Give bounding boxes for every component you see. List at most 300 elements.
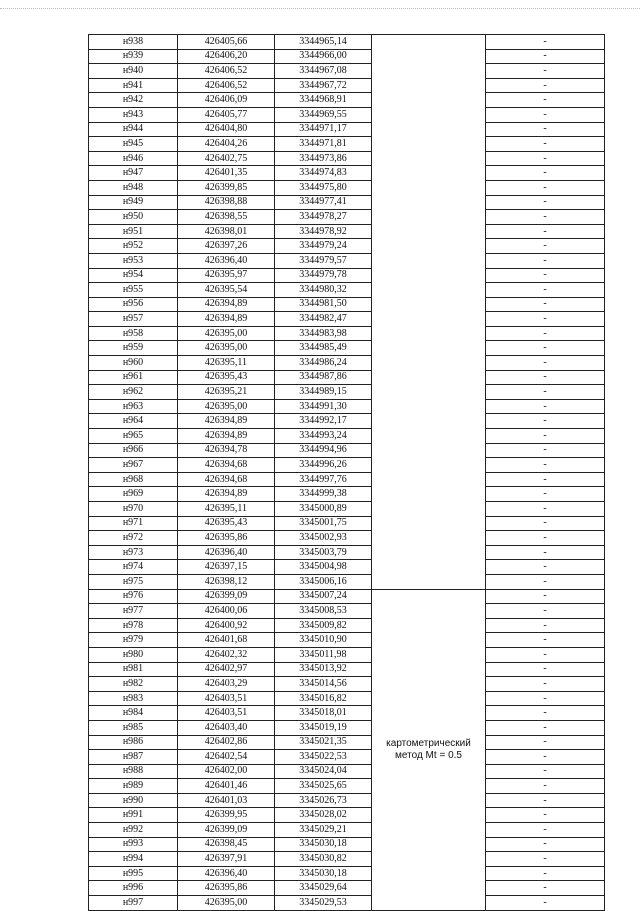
table-row <box>89 49 605 64</box>
x-coordinate-cell: 426396,40 <box>178 866 275 881</box>
accuracy-cell: - <box>486 574 605 589</box>
accuracy-cell: - <box>486 458 605 473</box>
point-id-cell: н963 <box>89 399 178 414</box>
point-id-cell: н939 <box>89 49 178 64</box>
y-coordinate-cell: 3344997,76 <box>275 472 372 487</box>
accuracy-cell: - <box>486 662 605 677</box>
x-coordinate-cell: 426405,77 <box>178 107 275 122</box>
x-coordinate-cell: 426402,32 <box>178 647 275 662</box>
y-coordinate-cell: 3344992,17 <box>275 414 372 429</box>
point-id-cell: н943 <box>89 107 178 122</box>
x-coordinate-cell: 426406,52 <box>178 78 275 93</box>
table-row <box>89 399 605 414</box>
accuracy-cell: - <box>486 808 605 823</box>
y-coordinate-cell: 3344975,80 <box>275 180 372 195</box>
y-coordinate-cell: 3345016,82 <box>275 691 372 706</box>
point-id-cell: н974 <box>89 560 178 575</box>
y-coordinate-cell: 3345006,16 <box>275 574 372 589</box>
y-coordinate-cell: 3344974,83 <box>275 166 372 181</box>
accuracy-cell: - <box>486 224 605 239</box>
point-id-cell: н942 <box>89 93 178 108</box>
y-coordinate-cell: 3345019,19 <box>275 720 372 735</box>
y-coordinate-cell: 3345000,89 <box>275 502 372 517</box>
y-coordinate-cell: 3344977,41 <box>275 195 372 210</box>
table-row <box>89 677 605 692</box>
point-id-cell: н978 <box>89 618 178 633</box>
accuracy-cell: - <box>486 443 605 458</box>
y-coordinate-cell: 3344978,92 <box>275 224 372 239</box>
y-coordinate-cell: 3345030,82 <box>275 852 372 867</box>
x-coordinate-cell: 426394,89 <box>178 312 275 327</box>
table-row <box>89 107 605 122</box>
y-coordinate-cell: 3344979,78 <box>275 268 372 283</box>
x-coordinate-cell: 426394,89 <box>178 429 275 444</box>
x-coordinate-cell: 426399,95 <box>178 808 275 823</box>
accuracy-cell: - <box>486 166 605 181</box>
x-coordinate-cell: 426397,91 <box>178 852 275 867</box>
y-coordinate-cell: 3344991,30 <box>275 399 372 414</box>
table-row <box>89 195 605 210</box>
x-coordinate-cell: 426401,68 <box>178 633 275 648</box>
accuracy-cell: - <box>486 35 605 50</box>
point-id-cell: н948 <box>89 180 178 195</box>
point-id-cell: н964 <box>89 414 178 429</box>
table-row <box>89 151 605 166</box>
point-id-cell: н989 <box>89 779 178 794</box>
x-coordinate-cell: 426398,88 <box>178 195 275 210</box>
table-row <box>89 516 605 531</box>
point-id-cell: н938 <box>89 35 178 50</box>
y-coordinate-cell: 3345022,53 <box>275 750 372 765</box>
table-row <box>89 385 605 400</box>
point-id-cell: н944 <box>89 122 178 137</box>
y-coordinate-cell: 3345011,98 <box>275 647 372 662</box>
x-coordinate-cell: 426395,00 <box>178 341 275 356</box>
point-id-cell: н956 <box>89 297 178 312</box>
y-coordinate-cell: 3345009,82 <box>275 618 372 633</box>
x-coordinate-cell: 426395,11 <box>178 502 275 517</box>
accuracy-cell: - <box>486 297 605 312</box>
table-row <box>89 224 605 239</box>
table-row <box>89 560 605 575</box>
point-id-cell: н983 <box>89 691 178 706</box>
y-coordinate-cell: 3345029,21 <box>275 823 372 838</box>
y-coordinate-cell: 3345010,90 <box>275 633 372 648</box>
accuracy-cell: - <box>486 502 605 517</box>
point-id-cell: н994 <box>89 852 178 867</box>
x-coordinate-cell: 426395,00 <box>178 896 275 911</box>
y-coordinate-cell: 3345004,98 <box>275 560 372 575</box>
accuracy-cell: - <box>486 370 605 385</box>
x-coordinate-cell: 426404,80 <box>178 122 275 137</box>
point-id-cell: н990 <box>89 793 178 808</box>
accuracy-cell: - <box>486 399 605 414</box>
accuracy-cell: - <box>486 210 605 225</box>
point-id-cell: н977 <box>89 604 178 619</box>
table-row <box>89 429 605 444</box>
x-coordinate-cell: 426403,29 <box>178 677 275 692</box>
table-row <box>89 823 605 838</box>
x-coordinate-cell: 426395,43 <box>178 516 275 531</box>
table-row <box>89 64 605 79</box>
point-id-cell: н973 <box>89 545 178 560</box>
y-coordinate-cell: 3345013,92 <box>275 662 372 677</box>
accuracy-cell: - <box>486 283 605 298</box>
y-coordinate-cell: 3345002,93 <box>275 531 372 546</box>
accuracy-cell: - <box>486 414 605 429</box>
y-coordinate-cell: 3344979,24 <box>275 239 372 254</box>
y-coordinate-cell: 3345025,65 <box>275 779 372 794</box>
point-id-cell: н953 <box>89 253 178 268</box>
y-coordinate-cell: 3344986,24 <box>275 356 372 371</box>
point-id-cell: н940 <box>89 64 178 79</box>
y-coordinate-cell: 3344979,57 <box>275 253 372 268</box>
y-coordinate-cell: 3344989,15 <box>275 385 372 400</box>
table-row <box>89 326 605 341</box>
table-row <box>89 458 605 473</box>
accuracy-cell: - <box>486 487 605 502</box>
x-coordinate-cell: 426394,89 <box>178 414 275 429</box>
point-id-cell: н952 <box>89 239 178 254</box>
x-coordinate-cell: 426404,26 <box>178 137 275 152</box>
x-coordinate-cell: 426397,26 <box>178 239 275 254</box>
point-id-cell: н967 <box>89 458 178 473</box>
x-coordinate-cell: 426396,40 <box>178 545 275 560</box>
accuracy-cell: - <box>486 312 605 327</box>
point-id-cell: н976 <box>89 589 178 604</box>
table-row <box>89 297 605 312</box>
point-id-cell: н992 <box>89 823 178 838</box>
accuracy-cell: - <box>486 735 605 750</box>
y-coordinate-cell: 3344994,96 <box>275 443 372 458</box>
table-row <box>89 370 605 385</box>
accuracy-cell: - <box>486 881 605 896</box>
table-row <box>89 866 605 881</box>
y-coordinate-cell: 3344978,27 <box>275 210 372 225</box>
x-coordinate-cell: 426406,20 <box>178 49 275 64</box>
y-coordinate-cell: 3345008,53 <box>275 604 372 619</box>
accuracy-cell: - <box>486 618 605 633</box>
x-coordinate-cell: 426406,52 <box>178 64 275 79</box>
accuracy-cell: - <box>486 837 605 852</box>
y-coordinate-cell: 3344967,08 <box>275 64 372 79</box>
point-id-cell: н960 <box>89 356 178 371</box>
accuracy-cell: - <box>486 253 605 268</box>
accuracy-cell: - <box>486 356 605 371</box>
point-id-cell: н984 <box>89 706 178 721</box>
x-coordinate-cell: 426401,03 <box>178 793 275 808</box>
y-coordinate-cell: 3345028,02 <box>275 808 372 823</box>
accuracy-cell: - <box>486 49 605 64</box>
table-row <box>89 78 605 93</box>
y-coordinate-cell: 3344993,24 <box>275 429 372 444</box>
x-coordinate-cell: 426394,89 <box>178 487 275 502</box>
y-coordinate-cell: 3345024,04 <box>275 764 372 779</box>
table-row <box>89 852 605 867</box>
table-row <box>89 633 605 648</box>
x-coordinate-cell: 426400,06 <box>178 604 275 619</box>
accuracy-cell: - <box>486 516 605 531</box>
table-row <box>89 35 605 50</box>
x-coordinate-cell: 426395,00 <box>178 399 275 414</box>
point-id-cell: н986 <box>89 735 178 750</box>
table-row <box>89 793 605 808</box>
table-row <box>89 414 605 429</box>
point-id-cell: н982 <box>89 677 178 692</box>
table-row <box>89 502 605 517</box>
accuracy-cell: - <box>486 531 605 546</box>
accuracy-cell: - <box>486 720 605 735</box>
y-coordinate-cell: 3345026,73 <box>275 793 372 808</box>
point-id-cell: н968 <box>89 472 178 487</box>
table-row <box>89 896 605 911</box>
table-row <box>89 341 605 356</box>
accuracy-cell: - <box>486 93 605 108</box>
table-row <box>89 472 605 487</box>
x-coordinate-cell: 426395,54 <box>178 283 275 298</box>
table-row <box>89 706 605 721</box>
accuracy-cell: - <box>486 750 605 765</box>
point-id-cell: н971 <box>89 516 178 531</box>
point-id-cell: н941 <box>89 78 178 93</box>
accuracy-cell: - <box>486 706 605 721</box>
accuracy-cell: - <box>486 180 605 195</box>
y-coordinate-cell: 3344982,47 <box>275 312 372 327</box>
table-row <box>89 487 605 502</box>
point-id-cell: н949 <box>89 195 178 210</box>
y-coordinate-cell: 3345018,01 <box>275 706 372 721</box>
accuracy-cell: - <box>486 545 605 560</box>
y-coordinate-cell: 3344968,91 <box>275 93 372 108</box>
accuracy-cell: - <box>486 589 605 604</box>
x-coordinate-cell: 426394,68 <box>178 472 275 487</box>
accuracy-cell: - <box>486 677 605 692</box>
point-id-cell: н946 <box>89 151 178 166</box>
table-row <box>89 735 605 750</box>
table-row <box>89 764 605 779</box>
accuracy-cell: - <box>486 793 605 808</box>
accuracy-cell: - <box>486 137 605 152</box>
y-coordinate-cell: 3344965,14 <box>275 35 372 50</box>
x-coordinate-cell: 426395,86 <box>178 531 275 546</box>
point-id-cell: н970 <box>89 502 178 517</box>
point-id-cell: н954 <box>89 268 178 283</box>
x-coordinate-cell: 426402,00 <box>178 764 275 779</box>
table-row <box>89 808 605 823</box>
table-row <box>89 312 605 327</box>
table-row <box>89 647 605 662</box>
y-coordinate-cell: 3344999,38 <box>275 487 372 502</box>
accuracy-cell: - <box>486 472 605 487</box>
point-id-cell: н980 <box>89 647 178 662</box>
x-coordinate-cell: 426401,35 <box>178 166 275 181</box>
y-coordinate-cell: 3345007,24 <box>275 589 372 604</box>
table-row <box>89 356 605 371</box>
y-coordinate-cell: 3345029,53 <box>275 896 372 911</box>
y-coordinate-cell: 3344971,81 <box>275 137 372 152</box>
point-id-cell: н995 <box>89 866 178 881</box>
accuracy-cell: - <box>486 78 605 93</box>
x-coordinate-cell: 426398,12 <box>178 574 275 589</box>
accuracy-cell: - <box>486 764 605 779</box>
point-id-cell: н962 <box>89 385 178 400</box>
x-coordinate-cell: 426405,66 <box>178 35 275 50</box>
x-coordinate-cell: 426395,21 <box>178 385 275 400</box>
y-coordinate-cell: 3345014,56 <box>275 677 372 692</box>
table-row <box>89 779 605 794</box>
accuracy-cell: - <box>486 691 605 706</box>
x-coordinate-cell: 426401,46 <box>178 779 275 794</box>
table-row <box>89 180 605 195</box>
method-note-cell: картометрический метод Mt = 0.5 <box>372 589 486 910</box>
accuracy-cell: - <box>486 866 605 881</box>
method-cell-empty <box>372 35 486 590</box>
accuracy-cell: - <box>486 429 605 444</box>
y-coordinate-cell: 3345030,18 <box>275 866 372 881</box>
accuracy-cell: - <box>486 195 605 210</box>
accuracy-cell: - <box>486 64 605 79</box>
point-id-cell: н985 <box>89 720 178 735</box>
x-coordinate-cell: 426406,09 <box>178 93 275 108</box>
table-row <box>89 750 605 765</box>
table-row <box>89 720 605 735</box>
point-id-cell: н955 <box>89 283 178 298</box>
accuracy-cell: - <box>486 107 605 122</box>
accuracy-cell: - <box>486 647 605 662</box>
x-coordinate-cell: 426402,75 <box>178 151 275 166</box>
x-coordinate-cell: 426397,15 <box>178 560 275 575</box>
point-id-cell: н945 <box>89 137 178 152</box>
point-id-cell: н965 <box>89 429 178 444</box>
point-id-cell: н951 <box>89 224 178 239</box>
accuracy-cell: - <box>486 633 605 648</box>
x-coordinate-cell: 426398,55 <box>178 210 275 225</box>
y-coordinate-cell: 3344971,17 <box>275 122 372 137</box>
table-row <box>89 881 605 896</box>
y-coordinate-cell: 3345021,35 <box>275 735 372 750</box>
x-coordinate-cell: 426398,01 <box>178 224 275 239</box>
point-id-cell: н991 <box>89 808 178 823</box>
accuracy-cell: - <box>486 122 605 137</box>
x-coordinate-cell: 426399,85 <box>178 180 275 195</box>
y-coordinate-cell: 3344967,72 <box>275 78 372 93</box>
point-id-cell: н958 <box>89 326 178 341</box>
table-row <box>89 253 605 268</box>
table-row <box>89 604 605 619</box>
x-coordinate-cell: 426403,40 <box>178 720 275 735</box>
y-coordinate-cell: 3344966,00 <box>275 49 372 64</box>
accuracy-cell: - <box>486 239 605 254</box>
x-coordinate-cell: 426394,89 <box>178 297 275 312</box>
x-coordinate-cell: 426395,86 <box>178 881 275 896</box>
x-coordinate-cell: 426399,09 <box>178 823 275 838</box>
table-row <box>89 239 605 254</box>
x-coordinate-cell: 426399,09 <box>178 589 275 604</box>
x-coordinate-cell: 426400,92 <box>178 618 275 633</box>
table-row <box>89 545 605 560</box>
accuracy-cell: - <box>486 823 605 838</box>
x-coordinate-cell: 426394,78 <box>178 443 275 458</box>
y-coordinate-cell: 3344981,50 <box>275 297 372 312</box>
point-id-cell: н959 <box>89 341 178 356</box>
y-coordinate-cell: 3345030,18 <box>275 837 372 852</box>
y-coordinate-cell: 3345001,75 <box>275 516 372 531</box>
coordinates-table <box>88 34 605 911</box>
accuracy-cell: - <box>486 604 605 619</box>
x-coordinate-cell: 426395,00 <box>178 326 275 341</box>
table-row <box>89 137 605 152</box>
x-coordinate-cell: 426398,45 <box>178 837 275 852</box>
point-id-cell: н957 <box>89 312 178 327</box>
accuracy-cell: - <box>486 268 605 283</box>
table-row <box>89 589 605 604</box>
y-coordinate-cell: 3344996,26 <box>275 458 372 473</box>
point-id-cell: н961 <box>89 370 178 385</box>
x-coordinate-cell: 426402,97 <box>178 662 275 677</box>
accuracy-cell: - <box>486 560 605 575</box>
table-row <box>89 210 605 225</box>
y-coordinate-cell: 3344980,32 <box>275 283 372 298</box>
y-coordinate-cell: 3344969,55 <box>275 107 372 122</box>
table-row <box>89 662 605 677</box>
x-coordinate-cell: 426402,54 <box>178 750 275 765</box>
x-coordinate-cell: 426402,86 <box>178 735 275 750</box>
y-coordinate-cell: 3344985,49 <box>275 341 372 356</box>
point-id-cell: н950 <box>89 210 178 225</box>
x-coordinate-cell: 426395,43 <box>178 370 275 385</box>
y-coordinate-cell: 3344983,98 <box>275 326 372 341</box>
table-row <box>89 122 605 137</box>
y-coordinate-cell: 3345029,64 <box>275 881 372 896</box>
table-row <box>89 93 605 108</box>
point-id-cell: н972 <box>89 531 178 546</box>
point-id-cell: н947 <box>89 166 178 181</box>
coordinates-table-body <box>89 35 605 911</box>
y-coordinate-cell: 3345003,79 <box>275 545 372 560</box>
accuracy-cell: - <box>486 326 605 341</box>
y-coordinate-cell: 3344987,86 <box>275 370 372 385</box>
point-id-cell: н975 <box>89 574 178 589</box>
table-row <box>89 574 605 589</box>
table-row <box>89 531 605 546</box>
point-id-cell: н966 <box>89 443 178 458</box>
table-row <box>89 268 605 283</box>
point-id-cell: н997 <box>89 896 178 911</box>
x-coordinate-cell: 426396,40 <box>178 253 275 268</box>
x-coordinate-cell: 426395,11 <box>178 356 275 371</box>
x-coordinate-cell: 426394,68 <box>178 458 275 473</box>
point-id-cell: н969 <box>89 487 178 502</box>
table-row <box>89 166 605 181</box>
table-row <box>89 283 605 298</box>
table-row <box>89 691 605 706</box>
scan-header-line <box>0 8 640 10</box>
x-coordinate-cell: 426395,97 <box>178 268 275 283</box>
table-row <box>89 837 605 852</box>
table-row <box>89 618 605 633</box>
accuracy-cell: - <box>486 151 605 166</box>
point-id-cell: н987 <box>89 750 178 765</box>
point-id-cell: н996 <box>89 881 178 896</box>
accuracy-cell: - <box>486 341 605 356</box>
accuracy-cell: - <box>486 852 605 867</box>
accuracy-cell: - <box>486 779 605 794</box>
accuracy-cell: - <box>486 385 605 400</box>
point-id-cell: н981 <box>89 662 178 677</box>
x-coordinate-cell: 426403,51 <box>178 706 275 721</box>
point-id-cell: н988 <box>89 764 178 779</box>
point-id-cell: н993 <box>89 837 178 852</box>
